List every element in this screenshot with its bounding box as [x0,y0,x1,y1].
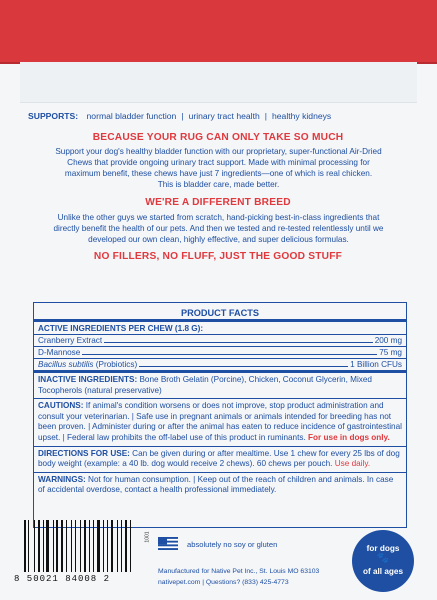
inactive-text: Bone Broth Gelatin (Porcine), Chicken, Coconut Glycerin, Mixed Tocopherols (natural preservative) [38,375,372,395]
barcode-bar [77,520,79,572]
active-ingredient-row [38,335,402,346]
separator: | [264,111,267,121]
barcode-bar [117,520,118,572]
barcode-bar [82,520,83,572]
paragraph-line: directly benefit the health of our pets. And then we tested and re-tested relentlessly until we [53,224,384,234]
barcode-bar [73,520,74,572]
cautions-text: If animal's condition worsens or does not improve, stop product administration and consult your veterinarian. | Safe use in pregnant animals or animals intended for breeding has not been proven. | Administer during or after the animal has eaten to reduce incidence of gastrointestinal upset. | Federal law prohibits the off-label use of this product in ruminants. [38,401,402,442]
paragraph-line: Support your dog's healthy bladder function with our proprietary, super-functional Air-Dried [55,147,382,156]
barcode-bar [30,520,32,572]
paragraph-line: maximum benefit, these chews have just 7 ingredients—one of which is real chicken. [64,169,373,179]
ingredient-name [38,359,137,370]
barcode-bar [131,520,133,572]
barcode-bar [109,520,110,572]
inactive-label: INACTIVE INGREDIENTS: [38,375,138,384]
ingredient-amount: 200 mg [374,336,402,345]
barcode-bar [66,520,67,572]
supports-item: normal bladder function [86,111,177,121]
barcode-bar [89,520,90,572]
barcode-bar [93,520,94,572]
cautions [34,399,406,445]
barcode-bar [56,520,58,572]
barcode-bar [87,520,89,572]
barcode-bar [54,520,55,572]
badge-bottom-text: of all ages [362,567,404,576]
barcode-bar [28,520,29,572]
paragraph-line: Unlike the other guys we started from scratch, hand-picking best-in-class ingredients that [57,213,380,222]
barcode-bar [91,520,92,572]
barcode-bar [34,520,35,572]
barcode-bar [119,520,120,572]
paragraph-line: This is bladder care, made better. [157,180,280,190]
paragraph-line: developed our own clean, highly effective, and super delicious formulas. [88,235,349,245]
warnings-label: WARNINGS: [38,474,86,484]
ingredient-qualifier: (Probiotics) [93,360,138,369]
supports-line [28,111,423,121]
barcode-bar [50,520,52,572]
barcode-bar [71,520,73,572]
barcode-bar [41,520,42,572]
directions-label: DIRECTIONS FOR USE: [38,448,130,458]
manufacturer-info [158,567,358,588]
cautions-label: CAUTIONS: [38,401,84,411]
badge-top-text: for dogs [366,544,400,553]
barcode-bars [24,520,134,572]
leader-line [139,365,348,367]
paragraph-breed [22,212,415,245]
barcode-bar [27,520,28,572]
barcode-bar [101,520,102,572]
paragraph-support [22,146,415,190]
barcode-bar [128,520,129,572]
directions-text: Can be given during or after mealtime. Use 1 chew for every 25 lbs of dog body weight (example: a 40 lb. dog would receive 2 chews). 60 chews per pouch. [38,448,400,469]
barcode-bar [61,520,63,572]
contact-line: nativepet.com | Questions? (833) 425-4773 [158,578,289,586]
barcode-bar [84,520,86,572]
usa-flag-icon [158,537,178,550]
ingredient-name: Cranberry Extract [38,336,103,345]
separator: | [181,111,184,121]
barcode-bar [46,520,48,572]
barcode-bar [95,520,97,572]
barcode-bar [75,520,76,572]
barcode-bar [43,520,44,572]
paragraph-line: Chews that provide ongoing urinary tract support. Made with minimal processing for [67,158,370,168]
all-ages-badge [352,530,414,592]
leader-line [104,341,373,343]
headline-rug: BECAUSE YOUR RUG CAN ONLY TAKE SO MUCH [92,132,344,143]
barcode-bar [24,520,26,572]
warnings-text: Not for human consumption. | Keep out of the reach of children and animals. In case of accidental overdose, contact a health professional immediately. [38,474,394,495]
directions [34,447,406,472]
cautions-emphasis: For use in dogs only. [308,432,390,442]
inactive-ingredients [34,373,406,398]
supports-label: SUPPORTS: [28,111,79,121]
barcode-bar [45,520,46,572]
supports-item: healthy kidneys [271,111,332,121]
barcode-bar [103,520,105,572]
ingredient-amount: 1 Billion CFUs [350,360,402,369]
headline-fillers: NO FILLERS, NO FLUFF, JUST THE GOOD STUFF [93,251,343,262]
manufacturer-line: Manufactured for Native Pet Inc., St. Louis MO 63103 [158,568,320,575]
barcode-small-code: 1001 [144,531,151,543]
barcode-bar [59,520,60,572]
barcode-bar [130,520,131,572]
paw-icon: 🐾 [376,553,390,564]
barcode-bar [64,520,65,572]
barcode-bar [111,520,113,572]
barcode [14,520,151,588]
barcode-bar [36,520,38,572]
pouch-seal [20,62,417,103]
ingredient-amount: 75 mg [379,348,402,357]
barcode-bar [125,520,127,572]
ingredient-latin-name: Bacillus subtilis [38,360,94,369]
barcode-bar [68,520,70,572]
barcode-bar [97,520,99,572]
barcode-bar [80,520,81,572]
barcode-bar [105,520,106,572]
active-ingredients-header: ACTIVE INGREDIENTS PER CHEW (1.8 G): [38,324,204,333]
supports-item: urinary tract health [188,111,260,121]
product-facts-panel [33,302,407,528]
no-soy-note: absolutely no soy or gluten [187,540,278,549]
directions-emphasis: Use daily. [334,459,371,469]
warnings [34,473,406,498]
barcode-bar [121,520,123,572]
active-ingredient-row [38,359,402,370]
barcode-bar [107,520,108,572]
active-ingredient-row [38,347,402,358]
barcode-bar [38,520,40,572]
barcode-bar [114,520,116,572]
barcode-bar [53,520,54,572]
barcode-bar [123,520,124,572]
pouch-top-band [0,0,437,64]
leader-line [82,353,377,355]
ingredient-name: D-Mannose [38,348,81,357]
headline-breed: WE'RE A DIFFERENT BREED [145,197,291,208]
facts-title: PRODUCT FACTS [180,308,260,318]
barcode-digits: 8 50021 84008 2 [14,574,111,584]
